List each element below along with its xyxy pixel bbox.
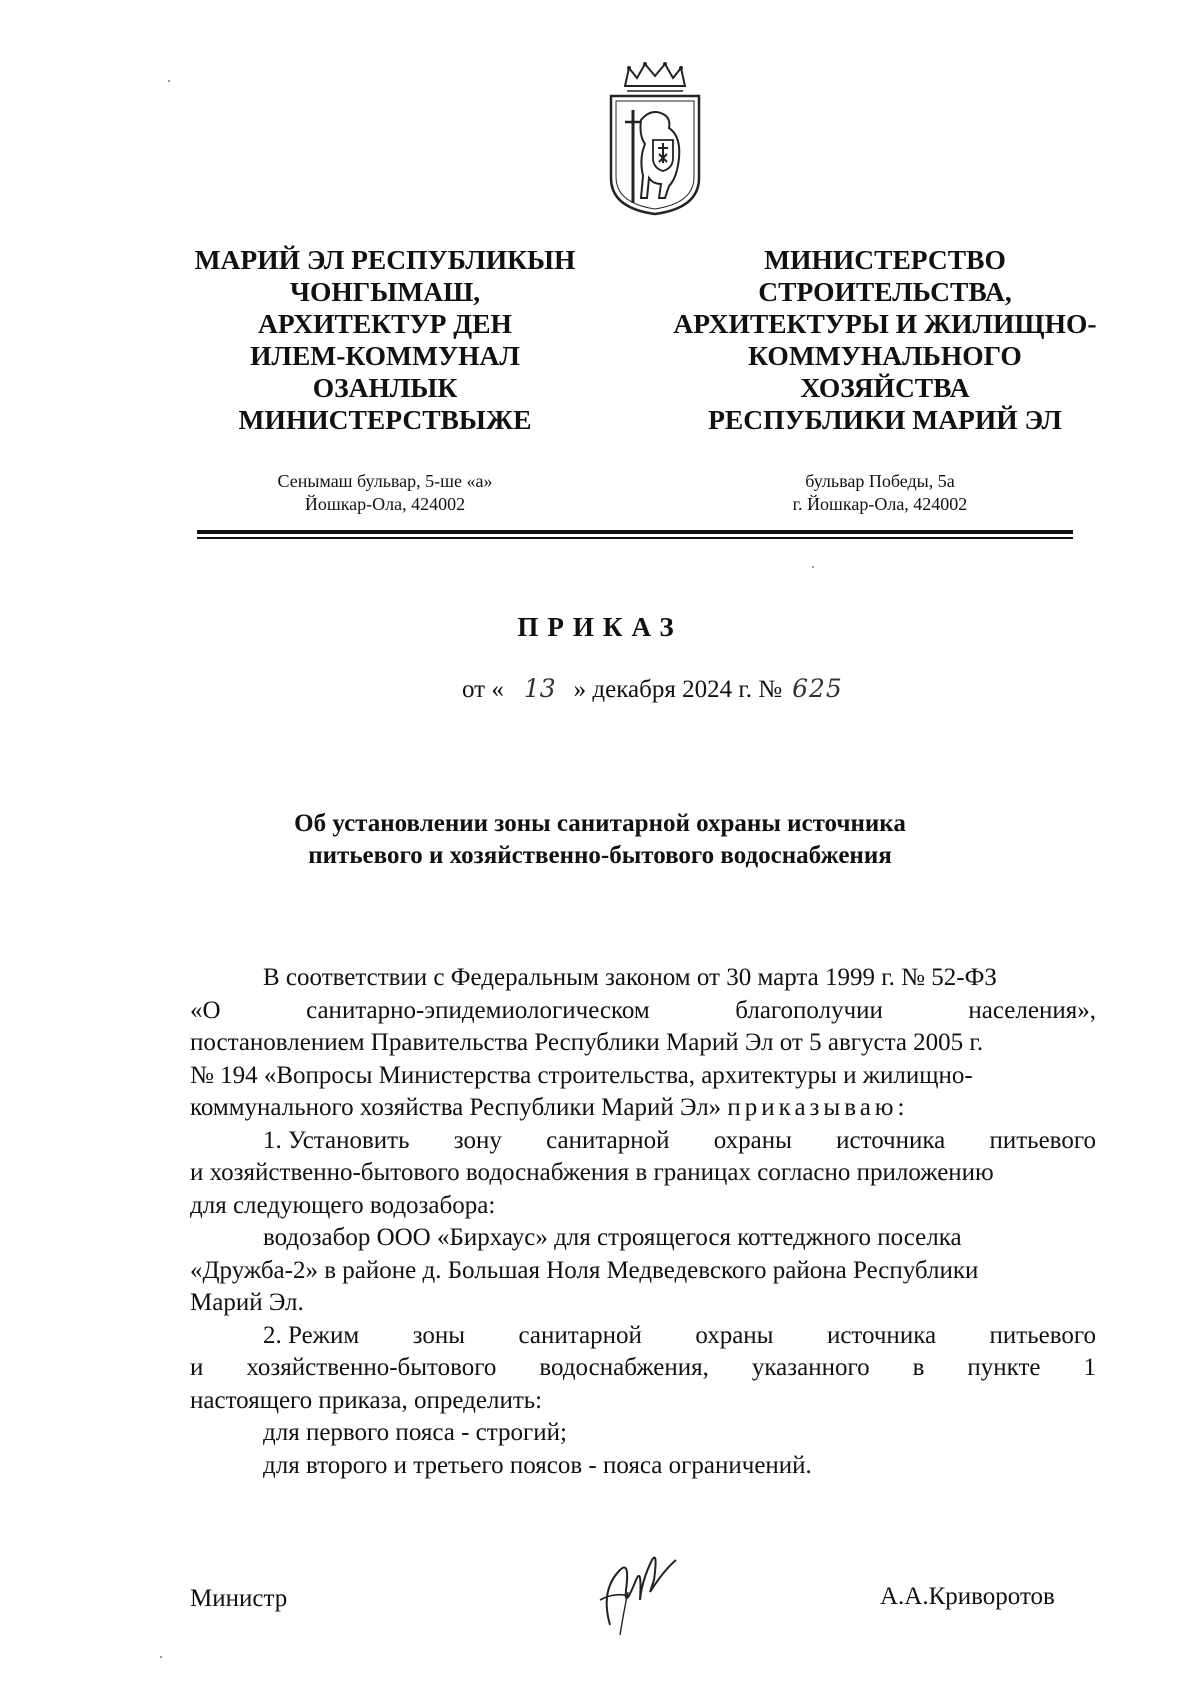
word: водоснабжения, — [539, 1354, 709, 1381]
word: источника — [836, 1126, 946, 1154]
word: в — [912, 1354, 925, 1381]
word: и — [190, 1354, 204, 1381]
word: благополучии — [735, 996, 883, 1024]
word: 2. Режим — [263, 1321, 360, 1349]
zone-2-3-regime: для второго и третьего поясов - пояса ограничений. — [263, 1451, 812, 1479]
body-line: для следующего водозабора: — [190, 1191, 496, 1219]
header-left-line: ИЛЕМ-КОММУНАЛ — [250, 340, 520, 371]
header-divider-thin — [197, 537, 1073, 539]
word: питьевого — [989, 1126, 1096, 1154]
scan-speck — [812, 566, 814, 568]
header-divider-thick — [197, 530, 1073, 534]
handwritten-order-number: 625 — [792, 674, 843, 703]
order-title: ПРИКАЗ — [517, 612, 683, 642]
header-right-line: КОММУНАЛЬНОГО — [748, 340, 1022, 371]
signatory-post: Министр — [190, 1585, 288, 1612]
address-line: бульвар Победы, 5а — [805, 471, 955, 491]
order-subject — [0, 808, 1200, 872]
order-verb-spaced: приказываю: — [727, 1094, 909, 1121]
header-right-line: ХОЗЯЙСТВА — [800, 372, 970, 403]
body-line: и хозяйственно-бытового водоснабжения в границах согласно приложению — [190, 1159, 994, 1186]
date-prefix: от « — [462, 676, 504, 703]
item-2-line — [190, 1320, 1096, 1353]
word: охраны — [695, 1321, 774, 1349]
order-body — [190, 962, 1096, 1482]
signatory-name: А.А.Криворотов — [880, 1583, 1055, 1610]
handwritten-day: 13 — [523, 674, 556, 703]
word: населения», — [968, 996, 1096, 1024]
word: «О — [190, 996, 221, 1024]
word: пункте — [967, 1354, 1041, 1381]
word: зоны — [412, 1321, 466, 1349]
coat-of-arms-emblem — [605, 58, 705, 218]
body-line: «Дружба-2» в районе д. Большая Ноля Медведевского района Республики — [190, 1256, 979, 1284]
header-right-line: АРХИТЕКТУРЫ И ЖИЛИЩНО- — [673, 308, 1097, 339]
body-line — [190, 1092, 1096, 1125]
body-line: Марий Эл. — [190, 1289, 304, 1316]
header-left-line: АРХИТЕКТУР ДЕН — [258, 308, 512, 339]
word: зону — [453, 1126, 502, 1154]
item-1-line — [190, 1125, 1096, 1158]
word: 1. Установить — [263, 1126, 410, 1154]
word: санитарной — [546, 1126, 670, 1154]
header-right-ministry-name — [655, 244, 1115, 436]
zone-1-regime: для первого пояса - строгий; — [263, 1419, 567, 1446]
body-line: водозабор ООО «Бирхаус» для строящегося коттеджного поселка — [263, 1224, 962, 1251]
body-line: настоящего приказа, определить: — [190, 1386, 543, 1414]
address-line: г. Йошкар-Ола, 424002 — [792, 494, 968, 514]
word: 1 — [1083, 1354, 1096, 1381]
word: указанного — [751, 1354, 870, 1381]
address-line: Сенымаш бульвар, 5-ше «а» — [277, 471, 493, 491]
header-left-ministry-name — [170, 244, 600, 436]
word: хозяйственно-бытового — [246, 1354, 497, 1381]
body-line: № 194 «Вопросы Министерства строительства, архитектуры и жилищно- — [190, 1061, 973, 1089]
header-right-line: МИНИСТЕРСТВО — [764, 244, 1006, 275]
header-left-line: ЧОНГЫМАШ, — [289, 276, 481, 307]
word: источника — [826, 1321, 937, 1349]
order-date-line — [462, 674, 843, 704]
header-left-address — [220, 470, 550, 516]
header-right-line: СТРОИТЕЛЬСТВА, — [758, 276, 1012, 307]
body-line: В соответствии с Федеральным законом от 30 марта 1999 г. № 52-ФЗ — [263, 964, 997, 991]
body-line-justified — [190, 995, 1096, 1028]
header-left-line: МАРИЙ ЭЛ РЕСПУБЛИКЫН — [194, 244, 576, 275]
body-line-justified — [190, 1352, 1096, 1385]
date-suffix: » декабря 2024 г. № — [573, 676, 783, 703]
word: питьевого — [989, 1321, 1096, 1349]
body-text-fragment: коммунального хозяйства Республики Марий Эл» — [190, 1094, 722, 1121]
scan-speck — [160, 1656, 162, 1658]
header-left-line: ОЗАНЛЫК — [312, 372, 458, 403]
header-left-line: МИНИСТЕРСТВЫЖЕ — [238, 404, 532, 435]
scan-speck — [168, 80, 170, 82]
header-right-address — [715, 470, 1045, 516]
word: санитарно-эпидемиологическом — [306, 996, 650, 1024]
word: охраны — [713, 1126, 792, 1154]
address-line: Йошкар-Ола, 424002 — [304, 494, 466, 514]
subject-line: Об установлении зоны санитарной охраны источника — [294, 810, 906, 837]
subject-line: питьевого и хозяйственно-бытового водоснабжения — [308, 842, 892, 869]
body-line: постановлением Правительства Республики Марий Эл от 5 августа 2005 г. — [190, 1029, 984, 1056]
header-right-line: РЕСПУБЛИКИ МАРИЙ ЭЛ — [708, 404, 1062, 435]
word: санитарной — [518, 1321, 642, 1349]
handwritten-signature — [580, 1530, 690, 1640]
